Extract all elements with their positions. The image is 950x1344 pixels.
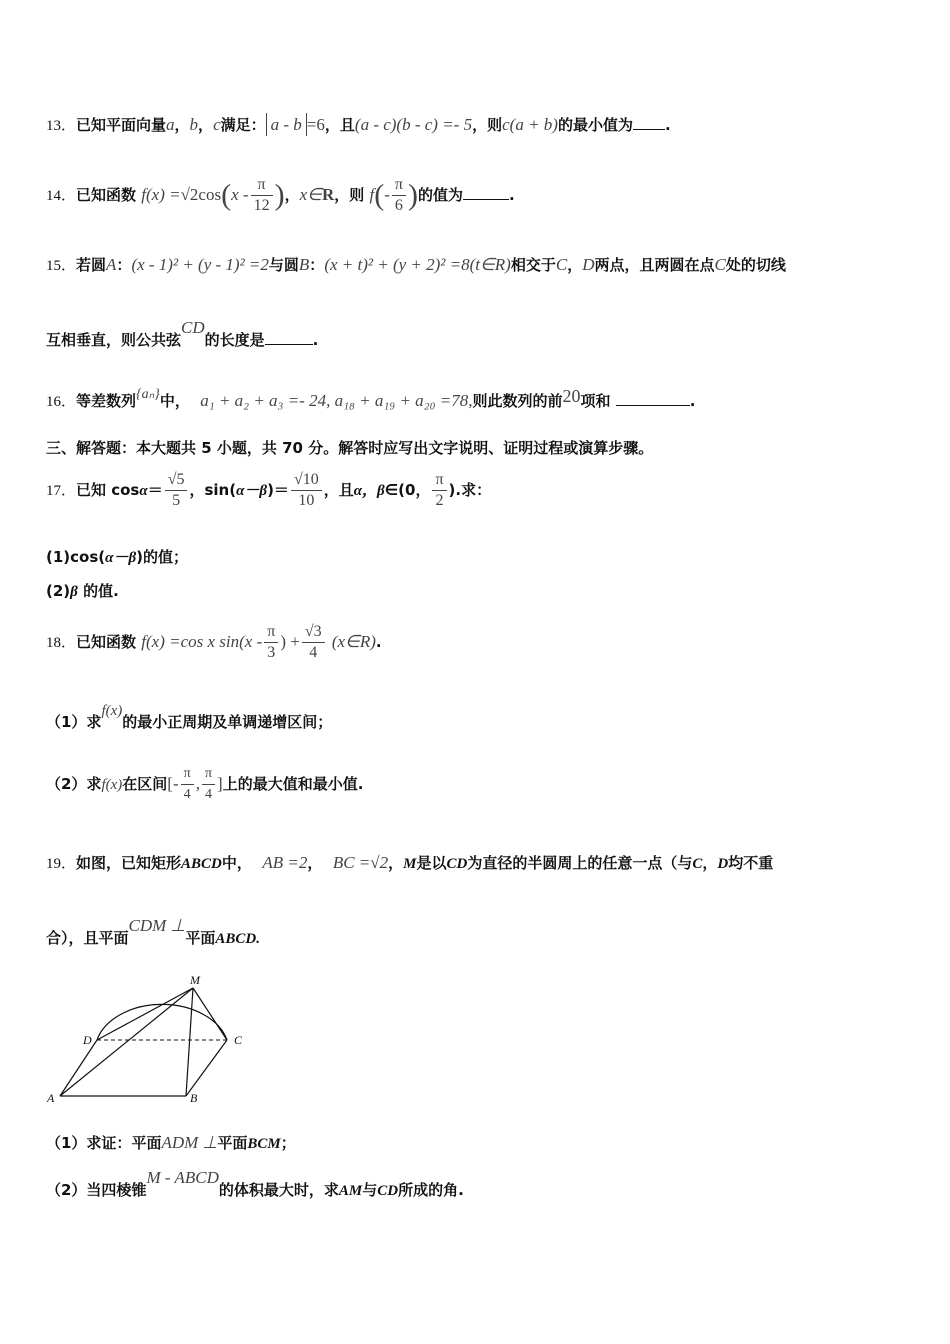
geometry-figure xyxy=(40,975,300,1105)
question-19-part-2: （2）当四棱锥M - ABCD的体积最大时，求AM与CD所成的角. xyxy=(46,1168,464,1199)
question-18: 18．已知函数 f(x) =cos x sin(x - $\frac{\pi}{3}$ ) + $\frac{√3}{4}$ (x∈R). xyxy=(46,623,382,661)
question-19-cont: 合），且平面CDM ⊥平面ABCD. xyxy=(46,916,260,947)
question-14: 14．已知函数 f(x) =√2cos(x - $\frac{\pi}{12}$ )，x∈R，则 f(- $\frac{\pi}{6}$ )的值为 . xyxy=(46,176,515,214)
question-18-part-2: （2）求f(x)在区间[- $\frac{\pi}{4}$ , $\frac{\pi}{4}$ ]上的最大值和最小值. xyxy=(46,766,364,802)
edge-DM xyxy=(97,988,193,1040)
label-M: M xyxy=(190,975,200,987)
label-A: A xyxy=(47,1091,55,1105)
question-17: 17．已知 cosα＝ $\frac{√5}{5}$ ，sin(α－β)＝ $\frac{√10}{10}$ ，且α，β∈(0， $\frac{\pi}{2}$ ).求： xyxy=(46,471,492,509)
question-number: 13． xyxy=(46,118,77,134)
question-19: 19．如图，已知矩形ABCD中， AB =2， BC =√2，M是以CD为直径的半圆周上的任意一点（与C，D均不重 xyxy=(46,853,774,872)
abs-expression: a - b xyxy=(266,113,307,136)
edge-AD xyxy=(60,1040,97,1096)
question-18-part-1: （1）求f(x)的最小正周期及单调递增区间； xyxy=(46,703,333,731)
edge-BC xyxy=(186,1040,227,1096)
question-16: 16．等差数列{aₙ}中， a₁ + a₂ + a₃ =- 24, a₁₈ + a₁₉ + a₂₀ =78,则此数列的前20项和 . xyxy=(46,386,696,410)
edge-AM xyxy=(60,988,193,1096)
fraction: $\frac{\pi}{12}$ xyxy=(251,175,273,216)
answer-blank xyxy=(265,344,313,345)
question-13: 13．已知平面向量a，b，c满足： a - b =6，且(a - c)(b - c) =- 5，则c(a + b)的最小值为 . xyxy=(46,115,671,134)
question-15-cont: 互相垂直，则公共弦CD的长度是 . xyxy=(46,318,319,349)
answer-blank xyxy=(616,405,690,406)
question-17-part-1: (1)cos(α－β)的值； xyxy=(46,548,188,566)
question-17-part-2: (2)β 的值. xyxy=(46,582,119,600)
label-C: C xyxy=(234,1033,243,1047)
label-B: B xyxy=(190,1091,198,1105)
question-15: 15．若圆A：(x - 1)² + (y - 1)² =2与圆B：(x + t)² + (y + 2)² =8(t∈R)相交于C，D两点，且两圆在点C处的切线 xyxy=(46,255,786,274)
answer-blank xyxy=(463,199,509,200)
section-heading: 三、解答题：本大题共 5 小题，共 70 分。解答时应写出文字说明、证明过程或演算步骤。 xyxy=(46,439,654,457)
answer-blank xyxy=(633,129,665,130)
question-19-part-1: （1）求证：平面ADM ⊥平面BCM； xyxy=(46,1133,296,1152)
edge-BM xyxy=(186,988,193,1096)
edge-CM xyxy=(193,988,227,1040)
label-D: D xyxy=(83,1033,92,1047)
